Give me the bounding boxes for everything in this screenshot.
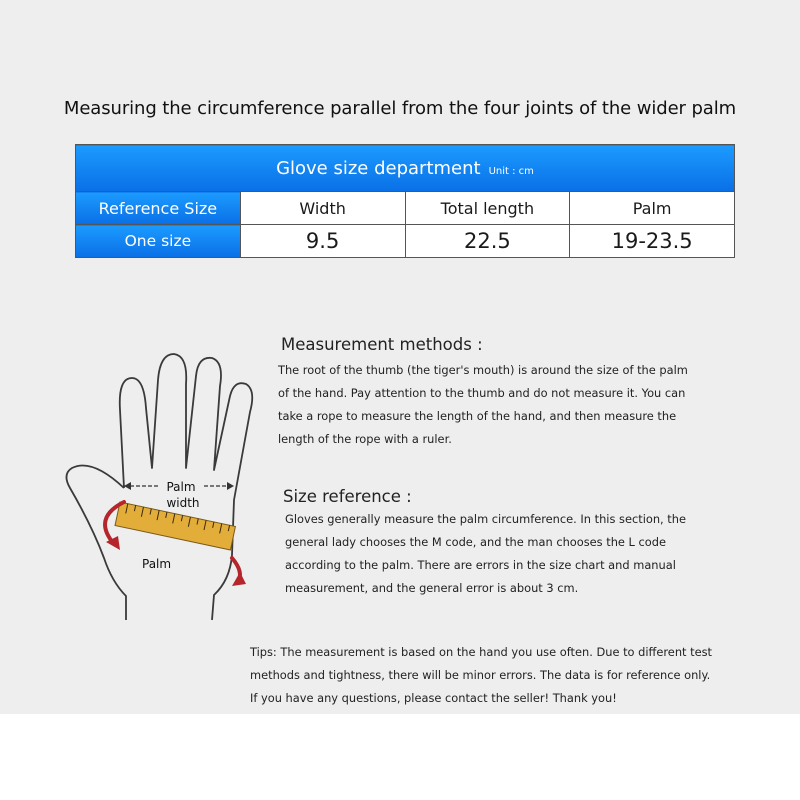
text-line: length of the rope with a ruler. xyxy=(278,432,452,446)
text-line: Gloves generally measure the palm circumference. In this section, the xyxy=(285,512,686,526)
text-line: general lady chooses the M code, and the man chooses the L code xyxy=(285,535,666,549)
size-table xyxy=(75,144,735,258)
palm-header: Palm xyxy=(570,192,735,225)
size-table-unit: Unit : cm xyxy=(488,165,534,177)
palm-label: Palm xyxy=(142,557,172,571)
size-table-title: Glove size department xyxy=(276,157,481,179)
width-value: 9.5 xyxy=(240,225,405,258)
text-line: If you have any questions, please contact the seller! Thank you! xyxy=(250,691,617,705)
total-length-header: Total length xyxy=(405,192,570,225)
width-header: Width xyxy=(240,192,405,225)
palm-width-label: Palm xyxy=(166,480,196,494)
text-line: take a rope to measure the length of the hand, and then measure the xyxy=(278,409,677,423)
size-table-header xyxy=(76,145,735,192)
page-headline: Measuring the circumference parallel from the four joints of the wider palm xyxy=(63,98,737,119)
text-line: methods and tightness, there will be minor errors. The data is for reference only. xyxy=(250,668,711,682)
text-line: measurement, and the general error is about 3 cm. xyxy=(285,581,579,595)
palm-width-label-2: width xyxy=(166,496,200,510)
size-reference-text xyxy=(285,508,686,600)
size-reference-title: Size reference : xyxy=(283,487,412,506)
table-row xyxy=(76,192,735,225)
hand-measurement-diagram xyxy=(62,350,262,620)
one-size-label: One size xyxy=(76,225,241,258)
palm-value: 19-23.5 xyxy=(570,225,735,258)
tips-text xyxy=(250,641,712,710)
measurement-methods-title: Measurement methods : xyxy=(281,335,483,354)
text-line: Tips: The measurement is based on the hand you use often. Due to different test xyxy=(250,645,712,659)
hand-outline-icon xyxy=(66,354,252,620)
text-line: according to the palm. There are errors in the size chart and manual xyxy=(285,558,676,572)
measurement-methods-text xyxy=(278,359,688,451)
text-line: The root of the thumb (the tiger's mouth) is around the size of the palm xyxy=(278,363,688,377)
reference-size-label: Reference Size xyxy=(76,192,241,225)
table-row xyxy=(76,225,735,258)
text-line: of the hand. Pay attention to the thumb and do not measure it. You can xyxy=(278,386,686,400)
total-length-value: 22.5 xyxy=(405,225,570,258)
